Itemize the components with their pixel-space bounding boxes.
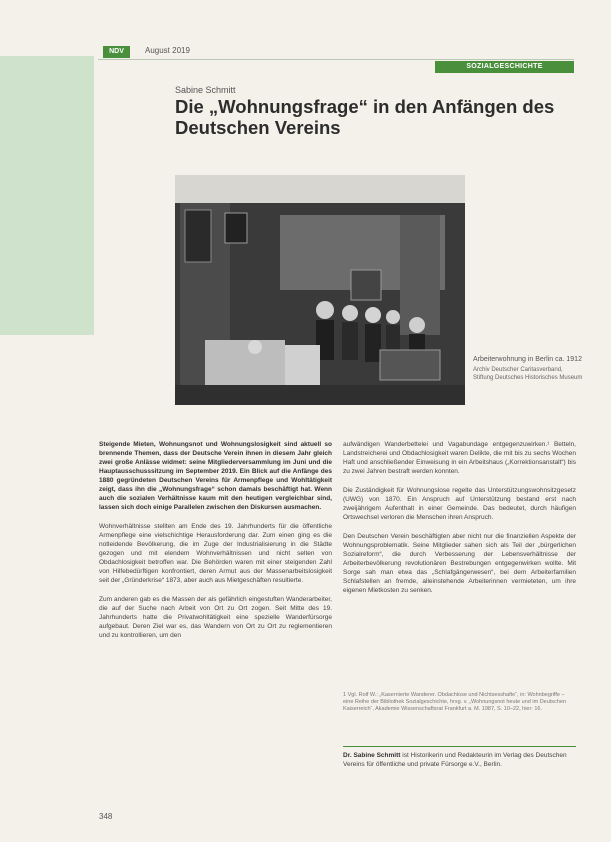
bio-text: ist Historikerin und Redakteurin im Verlag des Deutschen Vereins für öffentliche und private Fürsorge e.V., Berlin. xyxy=(343,752,567,768)
article-title: Die „Wohnungsfrage“ in den Anfängen des Deutschen Vereins xyxy=(175,96,555,138)
decorative-green-bar xyxy=(0,56,94,335)
ndv-logo: NDV xyxy=(103,46,130,58)
paragraph-1: Wohnverhältnisse stellten am Ende des 19. Jahrhunderts für die öffentliche Armenpflege eine vielschichtige Herausforderung dar. Zum einen ging es die notleidende Bevölkerung, die im Zuge der Industrialisierung in die Städte gezogen und mit elendem Wohnverhältnissen und nicht selten von Obdachlosigkeit betroffen war. Die Behörden waren mit einer steigenden Zahl von Hilfebedürftigen konfrontiert, deren Armut aus der Massenarbeitslosigkeit seit der „Gründerkrise“ 1873, aber auch aus Mietgeschäften resultierte. xyxy=(99,523,332,584)
author-bio xyxy=(343,746,576,769)
header-rule xyxy=(98,59,574,60)
historic-photo xyxy=(175,175,465,405)
right-column xyxy=(343,440,576,605)
footnote: 1 Vgl. Rolf W.: „Kasernierte Wanderer. Obdachlose und Nichtsesshafte“, in: Wohnbegriffe – eine Reihe der Bibliothek Sozialgeschichte, hrsg. v. „Wohnungsnot heute und im Deutschen Kaiserreich“, Akademie Wissenschaftsrat Frankfurt a. M. 1987, S. 10–22, hier: 16. xyxy=(343,692,566,712)
paragraph-5: Den Deutschen Verein beschäftigten aber nicht nur die finanziellen Aspekte der Wohnungsproblematik. Seine Mitglieder sahen sich als Teil der „bürgerlichen Sozialreform“, die durch Verbesserung der Lebensverhältnisse der Arbeiterbevölkerung revolutionären Bestrebungen entgegenwirken wollte. Mit Sorge sah man etwa das „Schlafgängerwesen“, bei dem Arbeiterfamilien Schlafstellen an fremde, alleinstehende Arbeiterinnen vermieteten, um ihre eigenen Mietkosten zu senken. xyxy=(343,533,576,594)
article-author: Sabine Schmitt xyxy=(175,85,236,95)
page-number: 348 xyxy=(99,812,113,821)
section-rubric: SOZIALGESCHICHTE xyxy=(435,61,574,73)
paragraph-4: Die Zuständigkeit für Wohnungslose regelte das Unterstützungswohnsitzgesetz (UWG) von 1870. Ein Anspruch auf Unterstützung bestand erst nach zweijährigem Aufenthalt in einer Gemeinde. Das bedeutet, durch häufigen Ortswechsel verloren die Menschen ihren Anspruch. xyxy=(343,487,576,521)
paragraph-2: Zum anderen gab es die Massen der als gefährlich eingestuften Wanderarbeiter, die auf der Suche nach Arbeit von Ort zu Ort zogen. Seit Mitte des 19. Jahrhunderts hatte die Privatwohltätigkeit eine spezielle Wanderfürsorge aufgebaut. Deren Ziel war es, das Wandern von Ort zu Ort zu reglementieren und zu kontrollieren, um den xyxy=(99,596,332,639)
lead-paragraph: Steigende Mieten, Wohnungsnot und Wohnungslosigkeit sind aktuell so brennende Themen, dass der Deutsche Verein ihnen in diesem Jahr gleich zwei große Anlässe widmet: seine Mitgliederversammlung im Juni und die Hauptausschusssitzung im September 2019. Ein Blick auf die Anfänge des 1880 gegründeten Deutschen Vereins für Armenpflege und Wohltätigkeit zeigt, dass ihn die „Wohnungsfrage“ schon damals beschäftigt hat. Wenn auch die sozialen Verhältnisse kaum mit den heutigen vergleichbar sind, lassen sich doch einige Parallelen zwischen den Diskursen ausmachen. xyxy=(99,441,332,511)
photo-credit: Archiv Deutscher Caritasverband, Stiftung Deutsches Historisches Museum xyxy=(473,367,583,381)
bio-name: Dr. Sabine Schmitt xyxy=(343,752,401,759)
paragraph-3: aufwändigen Wanderbettelei und Vagabundage entgegenzuwirken.¹ Betteln, Landstreicherei und Obdachlosigkeit waren Delikte, die mit bis zu sechs Wochen Haft und anschließender Einweisung in ein Arbeitshaus („Korrektionsanstalt“) bis zu zwei Jahren bestraft werden konnten. xyxy=(343,441,576,475)
issue-date: August 2019 xyxy=(145,46,190,55)
bio-rule xyxy=(343,746,576,747)
photo-caption: Arbeiterwohnung in Berlin ca. 1912 xyxy=(473,356,582,363)
left-column xyxy=(99,440,332,650)
photo-caption-block xyxy=(473,355,583,382)
